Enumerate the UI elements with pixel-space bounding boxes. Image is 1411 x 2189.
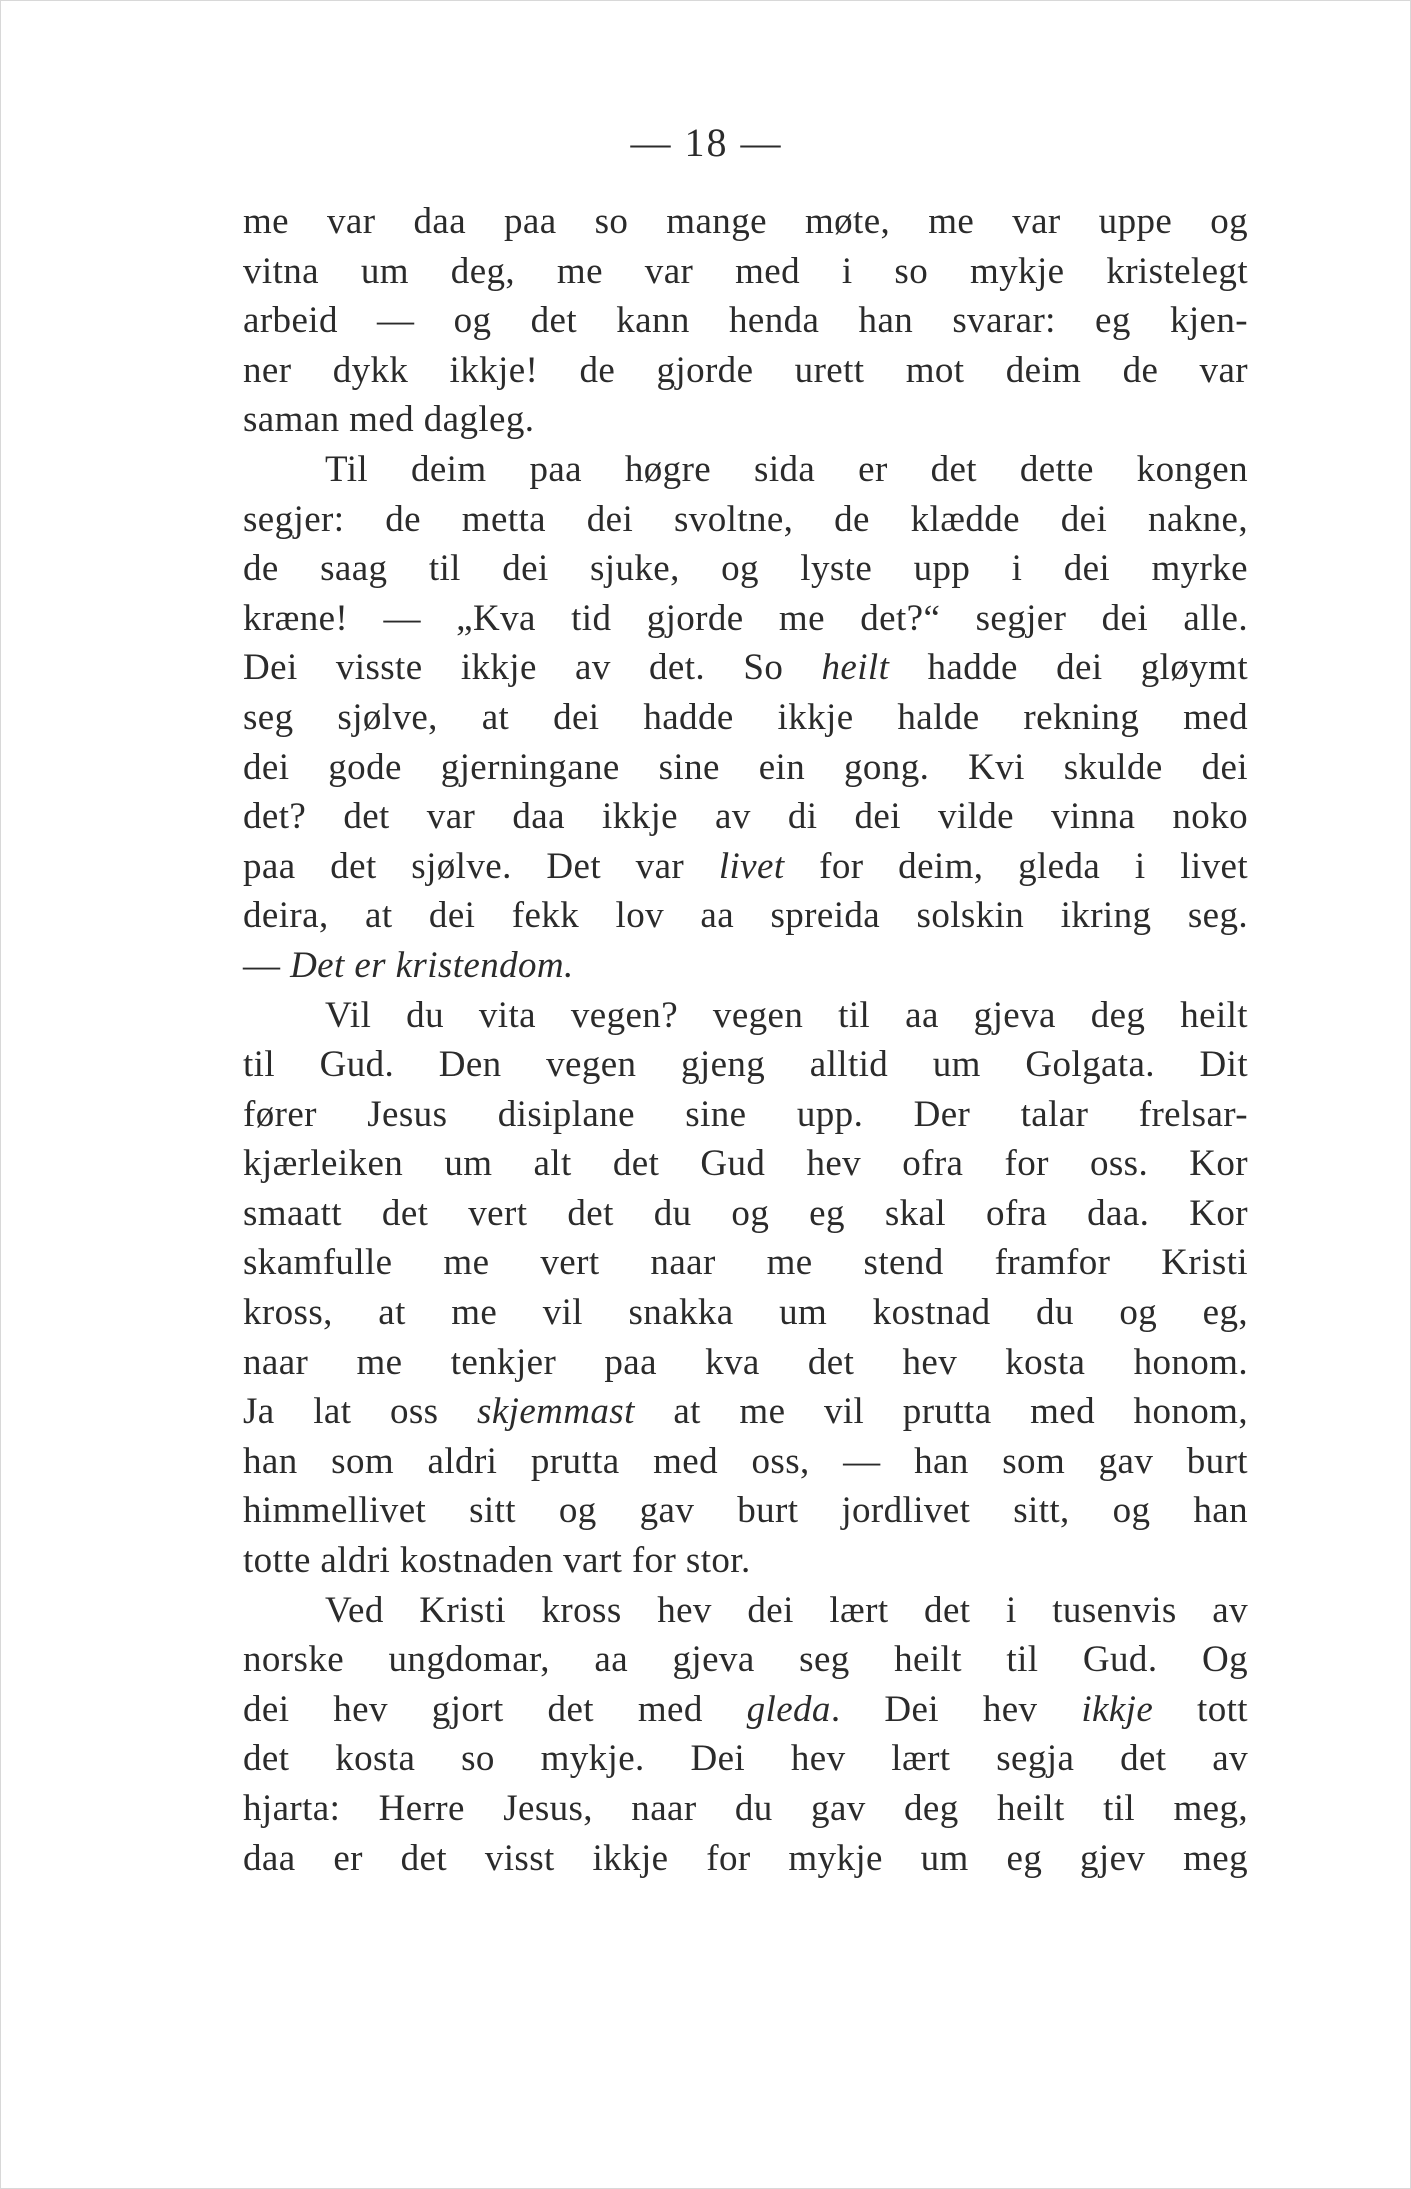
text-line: — Det er kristendom. — [243, 944, 574, 986]
text-line: kross, at me vil snakka um kostnad du og eg, — [243, 1292, 1248, 1334]
text-line: Til deim paa høgre sida er det dette kongen — [325, 448, 1248, 490]
body-text — [243, 197, 1248, 1883]
text-line: Ved Kristi kross hev dei lært det i tusenvis av — [325, 1589, 1248, 1631]
text-line: arbeid — og det kann henda han svarar: eg kjen- — [243, 300, 1248, 342]
text-line: totte aldri kostnaden vart for stor. — [243, 1540, 751, 1582]
text-line: skamfulle me vert naar me stend framfor Kristi — [243, 1242, 1248, 1284]
text-line: Vil du vita vegen? vegen til aa gjeva deg heilt — [325, 994, 1248, 1036]
text-line: det? det var daa ikkje av di dei vilde vinna noko — [243, 796, 1248, 838]
text-line: de saag til dei sjuke, og lyste upp i dei myrke — [243, 548, 1248, 590]
text-line: dei gode gjerningane sine ein gong. Kvi skulde dei — [243, 746, 1248, 788]
text-line: dei hev gjort det med gleda. Dei hev ikkje tott — [243, 1688, 1248, 1730]
text-line: Dei visste ikkje av det. So heilt hadde dei gløymt — [243, 647, 1249, 689]
text-line: naar me tenkjer paa kva det hev kosta honom. — [243, 1341, 1248, 1383]
text-line: deira, at dei fekk lov aa spreida solskin ikring seg. — [243, 895, 1248, 937]
text-line: kjærleiken um alt det Gud hev ofra for oss. Kor — [243, 1143, 1248, 1185]
text-line: norske ungdomar, aa gjeva seg heilt til Gud. Og — [243, 1639, 1248, 1681]
text-line: himmellivet sitt og gav burt jordlivet sitt, og han — [243, 1490, 1248, 1532]
text-line: fører Jesus disiplane sine upp. Der talar frelsar- — [243, 1093, 1248, 1135]
text-line: til Gud. Den vegen gjeng alltid um Golgata. Dit — [243, 1044, 1248, 1086]
text-line: han som aldri prutta med oss, — han som gav burt — [243, 1440, 1248, 1482]
page-number: — 18 — — [630, 120, 783, 165]
text-line: kræne! — „Kva tid gjorde me det?“ segjer dei alle. — [243, 597, 1248, 639]
text-line: seg sjølve, at dei hadde ikkje halde rekning med — [243, 696, 1248, 738]
text-line: smaatt det vert det du og eg skal ofra daa. Kor — [243, 1192, 1248, 1234]
text-line: paa det sjølve. Det var livet for deim, gleda i livet — [243, 845, 1248, 887]
text-line: me var daa paa so mange møte, me var uppe og — [243, 201, 1248, 242]
text-line: segjer: de metta dei svoltne, de klædde dei nakne, — [243, 498, 1248, 540]
text-line: hjarta: Herre Jesus, naar du gav deg heilt til meg, — [243, 1788, 1248, 1829]
text-line: det kosta so mykje. Dei hev lært segja det av — [243, 1738, 1248, 1780]
text-line: daa er det visst ikkje for mykje um eg gjev meg — [243, 1837, 1248, 1879]
text-line: vitna um deg, me var med i so mykje kristelegt — [243, 250, 1248, 292]
text-line: ner dykk ikkje! de gjorde urett mot deim de var — [243, 349, 1248, 391]
text-line: saman med dagleg. — [243, 399, 535, 441]
text-line: Ja lat oss skjemmast at me vil prutta med honom, — [243, 1391, 1248, 1433]
